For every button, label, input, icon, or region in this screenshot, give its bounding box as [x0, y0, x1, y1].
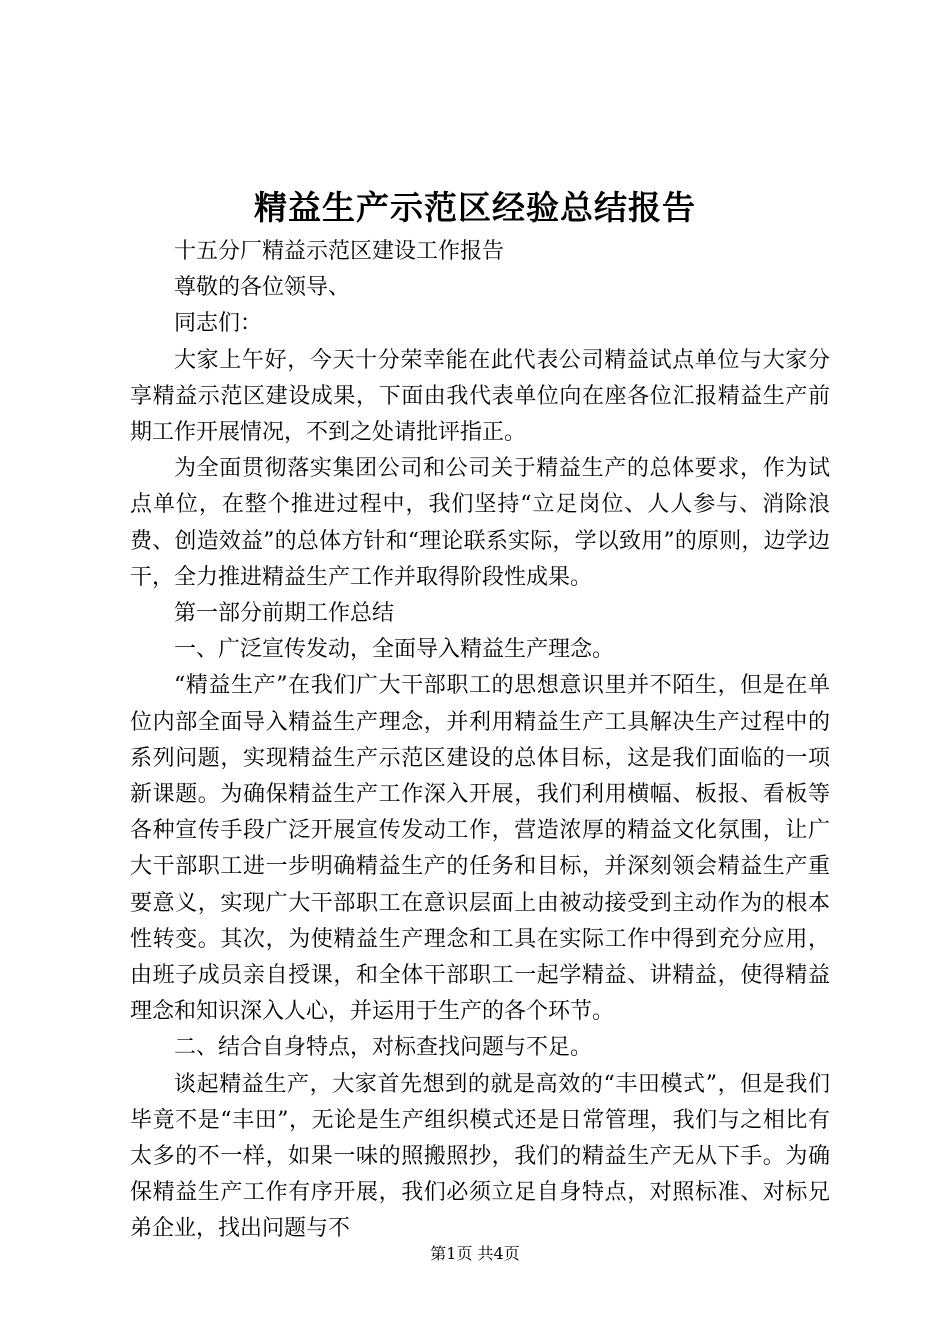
- subsection-heading: 一、广泛宣传发动，全面导入精益生产理念。: [174, 637, 615, 663]
- paragraph: “精益生产”在我们广大干部职工的思想意识里并不陌生，但是在单位内部全面导入精益生产理念，并利用精益生产工具解决生产过程中的系列问题，实现精益生产示范区建设的总体目标，这是我们面临的一项新课题。为确保精益生产工作深入开展，我们利用横幅、板报、看板等各种宣传手段广泛开展宣传发动工作，营造浓厚的精益文化氛围，让广大干部职工进一步明确精益生产的任务和目标，并深刻领会精益生产重要意义，实现广大干部职工在意识层面上由被动接受到主动作为的根本性转变。其次，为使精益生产理念和工具在实际工作中得到充分应用，由班子成员亲自授课，和全体干部职工一起学精益、讲精益，使得精益理念和知识深入人心，并运用于生产的各个环节。: [130, 673, 830, 1025]
- section-heading: 第一部分前期工作总结: [174, 601, 395, 627]
- paragraph: 谈起精益生产，大家首先想到的就是高效的“丰田模式”，但是我们毕竟不是“丰田”，无论是生产组织模式还是日常管理，我们与之相比有太多的不一样，如果一味的照搬照抄，我们的精益生产无从下手。为确保精益生产工作有序开展，我们必须立足自身特点，对照标准、对标兄弟企业，找出问题与不: [130, 1071, 830, 1242]
- document-title: 精益生产示范区经验总结报告: [254, 188, 696, 227]
- paragraph: 大家上午好，今天十分荣幸能在此代表公司精益试点单位与大家分享精益示范区建设成果，下面由我代表单位向在座各位汇报精益生产前期工作开展情况，不到之处请批评指正。: [130, 347, 830, 446]
- paragraph: 同志们：: [174, 311, 263, 337]
- document-body: [130, 234, 830, 1248]
- paragraph: 为全面贯彻落实集团公司和公司关于精益生产的总体要求，作为试点单位，在整个推进过程中，我们坚持“立足岗位、人人参与、消除浪费、创造效益”的总体方针和“理论联系实际，学以致用”的原则，边学边干，全力推进精益生产工作并取得阶段性成果。: [130, 456, 830, 590]
- paragraph: 十五分厂精益示范区建设工作报告: [174, 239, 505, 264]
- page-number-footer: 第1页 共4页: [430, 1244, 520, 1263]
- paragraph: 尊敬的各位领导、: [174, 275, 351, 301]
- subsection-heading: 二、结合自身特点，对标查找问题与不足。: [174, 1035, 593, 1061]
